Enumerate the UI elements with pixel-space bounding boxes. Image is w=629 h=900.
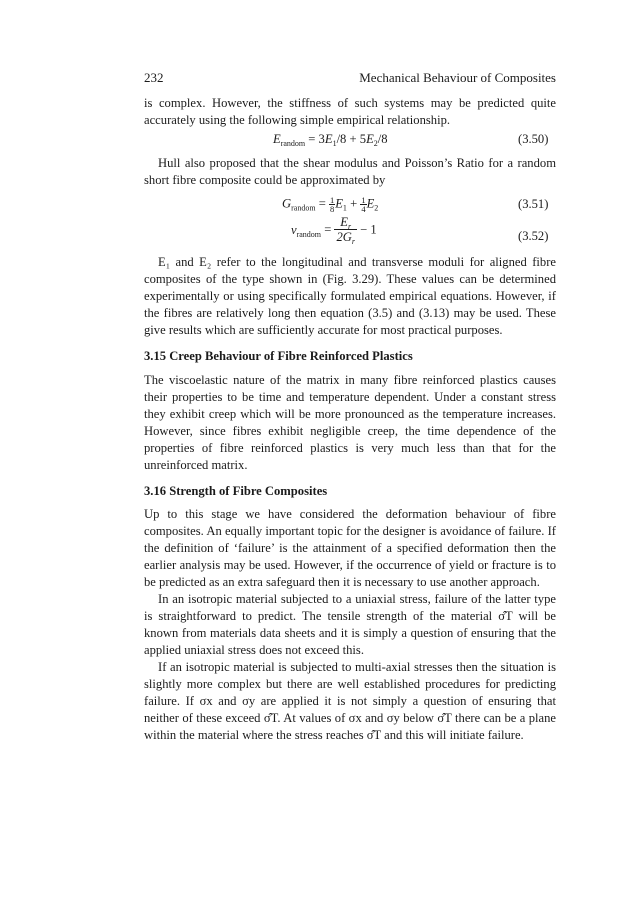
intro-paragraph bbox=[144, 95, 556, 129]
equation-3-50: $E_{random} = 3E_1/8 + 5E_2/8$ bbox=[273, 132, 388, 148]
hull-line-1: Hull also proposed that the shear modulus and Poisson’s Ratio for a random bbox=[158, 156, 556, 170]
section-3-16-para-2: In an isotropic material subjected to a uniaxial stress, failure of the latter type is straightforward to predict. The tensile strength of the material σ̂T will be known from materials data sheets and it is simply a question of ensuring that the applied uniaxial stress does not exceed this. bbox=[144, 592, 556, 657]
section-3-16-body bbox=[144, 506, 556, 744]
moduli-paragraph: E₁ and E₂ refer to the longitudinal and transverse moduli for aligned fibre composites of the type shown in (Fig. 3.29). These values can be determined experimentally or using specifically formulated empirical equations. However, if the fibres are relatively long then equation (3.5) and (3.13) may be used. These give results which are sufficiently accurate for most practical purposes. bbox=[144, 255, 556, 337]
hull-line-2: short fibre composite could be approximated by bbox=[144, 173, 386, 187]
hull-paragraph bbox=[144, 155, 556, 189]
section-3-16-para-3: If an isotropic material is subjected to multi-axial stresses then the situation is slightly more complex but there are well established procedures for predicting failure. If σx and σy are applied it is not simply a question of ensuring that neither of these exceed σ̂T. At values of σx and σy below σ̂T there can be a plane within the material where the stress reaches σ̂T and this will initiate failure. bbox=[144, 660, 556, 742]
equation-3-52: $\nu_{random}$ = $\frac{E_r}{2G_r}$ − 1 bbox=[291, 215, 377, 246]
intro-line-2: accurately using the following simple empirical relationship. bbox=[144, 113, 451, 127]
equation-number-3-51: (3.51) bbox=[518, 197, 549, 211]
running-title: Mechanical Behaviour of Composites bbox=[359, 70, 556, 85]
equation-number-3-52: (3.52) bbox=[518, 229, 549, 243]
intro-line-1: is complex. However, the stiffness of such systems may be predicted quite bbox=[144, 96, 556, 110]
section-heading-3-15: 3.15 Creep Behaviour of Fibre Reinforced Plastics bbox=[144, 349, 413, 363]
equation-3-51: $G_{random}$ = $\frac{1}{8}$ $E_1$ + $\frac{1}{4}$ $E_2$ bbox=[282, 195, 379, 214]
page-number: 232 bbox=[144, 70, 164, 85]
section-3-15-body: The viscoelastic nature of the matrix in many fibre reinforced plastics causes their properties to be time and temperature dependent. Under a constant stress they exhibit creep which will be more pronounced as the temperature increases. However, since fibres exhibit negligible creep, the time dependence of the properties of fibre reinforced plastics is very much less than that for the unreinforced matrix. bbox=[144, 373, 556, 472]
equation-number-3-50: (3.50) bbox=[518, 132, 549, 146]
section-heading-3-16: 3.16 Strength of Fibre Composites bbox=[144, 484, 328, 498]
section-3-16-para-1: Up to this stage we have considered the deformation behaviour of fibre composites. An equally important topic for the designer is avoidance of failure. If the definition of ‘failure’ is the attainment of a specified deformation then the earlier analysis may be used. However, if the occurrence of yield or fracture is to be predicted as an extra safeguard then it is necessary to use another approach. bbox=[144, 507, 556, 589]
